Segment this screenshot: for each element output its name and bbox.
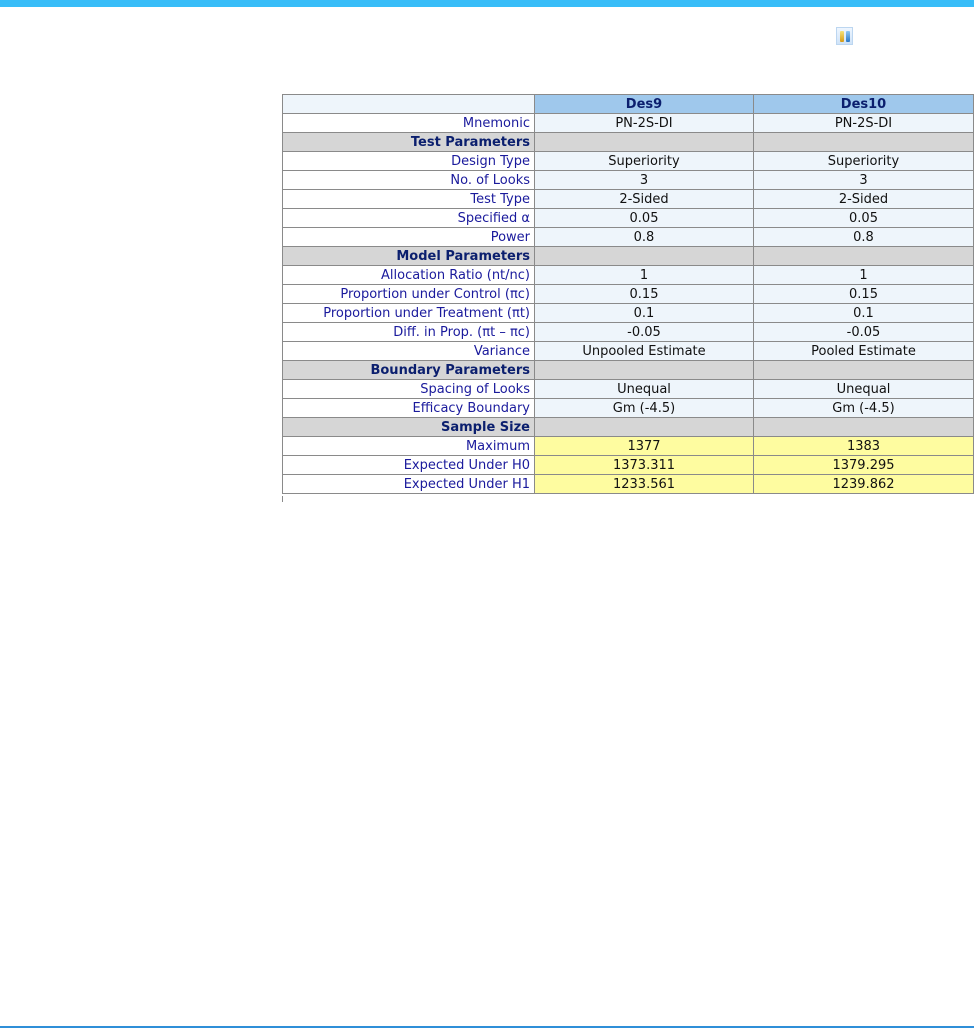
cell-des9: 1 (535, 266, 754, 285)
row-label: Mnemonic (283, 114, 535, 133)
cell-des10: -0.05 (754, 323, 974, 342)
cell-des10: 0.8 (754, 228, 974, 247)
table-row (283, 209, 974, 228)
table-row (283, 380, 974, 399)
header-corner-cell (283, 95, 535, 114)
section-label: Test Parameters (283, 133, 535, 152)
cell-des9: 1373.311 (535, 456, 754, 475)
section-empty-cell (754, 133, 974, 152)
cell-des10: Gm (-4.5) (754, 399, 974, 418)
section-empty-cell (535, 133, 754, 152)
row-label: Allocation Ratio (nt/nc) (283, 266, 535, 285)
row-label: Proportion under Treatment (πt) (283, 304, 535, 323)
cell-des9: PN-2S-DI (535, 114, 754, 133)
column-header-des10[interactable]: Des10 (754, 95, 974, 114)
table-row (283, 228, 974, 247)
section-row (283, 247, 974, 266)
section-empty-cell (535, 361, 754, 380)
row-label: No. of Looks (283, 171, 535, 190)
row-label: Power (283, 228, 535, 247)
table-header-row (283, 95, 974, 114)
table-border-tail (282, 496, 283, 502)
row-label: Design Type (283, 152, 535, 171)
section-empty-cell (754, 361, 974, 380)
cell-des9: 0.15 (535, 285, 754, 304)
cell-des9: 1377 (535, 437, 754, 456)
window-bottom-border (0, 1026, 974, 1028)
table-row-highlighted (283, 456, 974, 475)
design-comparison-table (282, 94, 974, 494)
cell-des10: 0.05 (754, 209, 974, 228)
row-label: Efficacy Boundary (283, 399, 535, 418)
cell-des10: 0.15 (754, 285, 974, 304)
cell-des10: Pooled Estimate (754, 342, 974, 361)
section-row (283, 361, 974, 380)
section-row (283, 133, 974, 152)
cell-des10: 1239.862 (754, 475, 974, 494)
bar-chart-icon-bar (846, 31, 850, 42)
cell-des9: 2-Sided (535, 190, 754, 209)
window-title-bar (0, 0, 974, 7)
cell-des10: PN-2S-DI (754, 114, 974, 133)
cell-des9: 0.8 (535, 228, 754, 247)
table-row (283, 114, 974, 133)
table-row (283, 304, 974, 323)
row-label: Proportion under Control (πc) (283, 285, 535, 304)
cell-des10: 1383 (754, 437, 974, 456)
cell-des10: 3 (754, 171, 974, 190)
bar-chart-icon (840, 31, 844, 42)
row-label: Specified α (283, 209, 535, 228)
table-row (283, 171, 974, 190)
chart-button[interactable] (836, 27, 853, 45)
table-row (283, 323, 974, 342)
section-label: Model Parameters (283, 247, 535, 266)
cell-des10: 1379.295 (754, 456, 974, 475)
row-label: Expected Under H0 (283, 456, 535, 475)
row-label: Diff. in Prop. (πt – πc) (283, 323, 535, 342)
table-row (283, 152, 974, 171)
section-empty-cell (754, 418, 974, 437)
section-empty-cell (535, 418, 754, 437)
row-label: Maximum (283, 437, 535, 456)
cell-des9: Unpooled Estimate (535, 342, 754, 361)
section-empty-cell (754, 247, 974, 266)
cell-des9: 0.05 (535, 209, 754, 228)
table-row-highlighted (283, 475, 974, 494)
section-empty-cell (535, 247, 754, 266)
cell-des9: 3 (535, 171, 754, 190)
cell-des10: Unequal (754, 380, 974, 399)
table-row (283, 399, 974, 418)
row-label: Variance (283, 342, 535, 361)
table-row-highlighted (283, 437, 974, 456)
cell-des9: Gm (-4.5) (535, 399, 754, 418)
table-row (283, 266, 974, 285)
row-label: Expected Under H1 (283, 475, 535, 494)
table-row (283, 285, 974, 304)
cell-des10: 1 (754, 266, 974, 285)
cell-des10: Superiority (754, 152, 974, 171)
cell-des9: Unequal (535, 380, 754, 399)
section-row (283, 418, 974, 437)
cell-des9: 1233.561 (535, 475, 754, 494)
row-label: Spacing of Looks (283, 380, 535, 399)
table-row (283, 190, 974, 209)
section-label: Sample Size (283, 418, 535, 437)
cell-des10: 0.1 (754, 304, 974, 323)
column-header-des9[interactable]: Des9 (535, 95, 754, 114)
cell-des9: -0.05 (535, 323, 754, 342)
section-label: Boundary Parameters (283, 361, 535, 380)
cell-des10: 2-Sided (754, 190, 974, 209)
table-row (283, 342, 974, 361)
cell-des9: 0.1 (535, 304, 754, 323)
row-label: Test Type (283, 190, 535, 209)
cell-des9: Superiority (535, 152, 754, 171)
